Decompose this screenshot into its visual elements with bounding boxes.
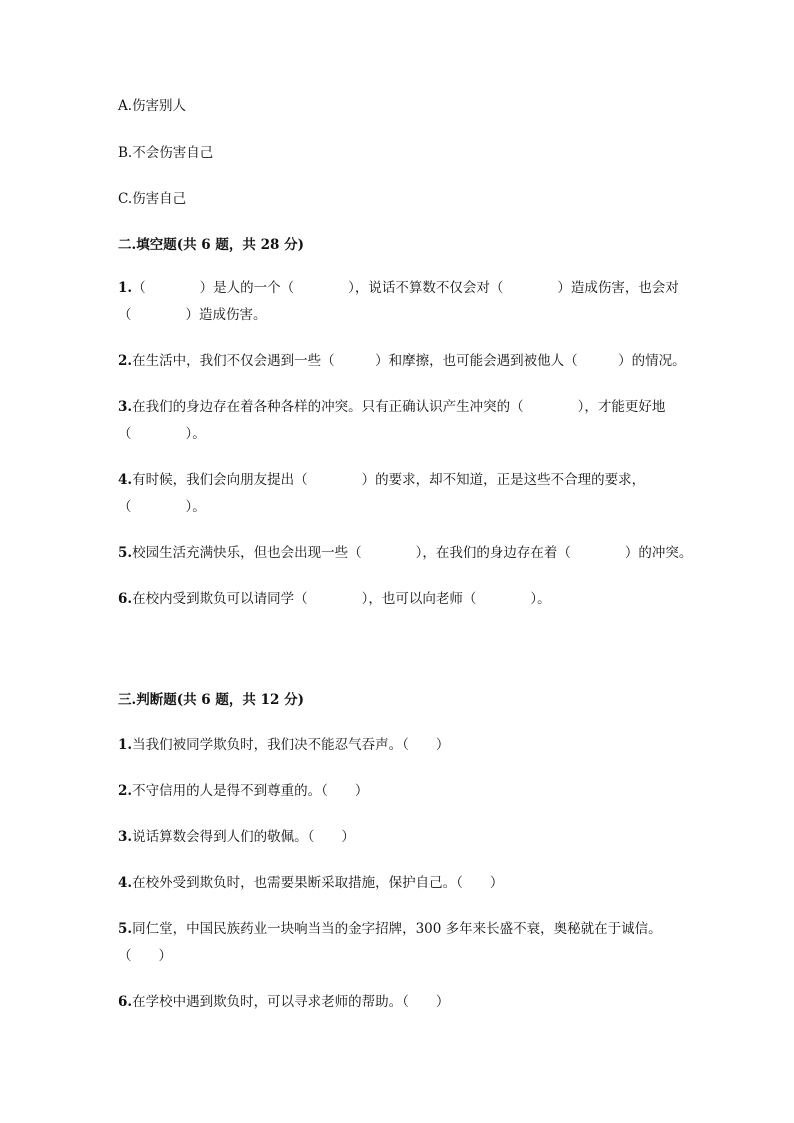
- question-text: 说话算数会得到人们的敬佩。（ ）: [132, 829, 355, 845]
- question-text: 在校内受到欺负可以请同学（ ），也可以向老师（ ）。: [132, 591, 551, 607]
- section-heading-fill-in: 二.填空题(共 6 题，共 28 分): [118, 237, 304, 253]
- question-item: [118, 916, 693, 970]
- option-a: A.伤害别人: [118, 98, 187, 114]
- question-number: 1.: [118, 280, 133, 296]
- question-item: [118, 870, 693, 897]
- question-number: 1.: [118, 737, 133, 753]
- question-text: 在我们的身边存在着各种各样的冲突。只有正确认识产生冲突的（ ），才能更好地（ ）。: [118, 399, 666, 442]
- question-item: [118, 989, 693, 1016]
- true-false-questions: [118, 732, 693, 1035]
- question-number: 4.: [118, 875, 133, 891]
- question-number: 5.: [118, 921, 133, 937]
- question-number: 2.: [118, 783, 133, 799]
- question-item: [118, 467, 693, 521]
- question-text: 在生活中，我们不仅会遇到一些（ ）和摩擦，也可能会遇到被他人（ ）的情况。: [132, 353, 686, 369]
- question-number: 2.: [118, 353, 133, 369]
- question-number: 6.: [118, 591, 133, 607]
- question-text: 在校外受到欺负时，也需要果断采取措施，保护自己。（ ）: [132, 875, 504, 891]
- fill-in-questions: [118, 275, 693, 632]
- question-item: [118, 540, 693, 567]
- question-item: [118, 778, 693, 805]
- question-number: 3.: [118, 399, 133, 415]
- question-item: [118, 824, 693, 851]
- question-item: [118, 348, 693, 375]
- answer-options: [118, 96, 213, 236]
- section-heading-true-false: 三.判断题(共 6 题，共 12 分): [118, 692, 304, 708]
- option-b: B.不会伤害自己: [118, 144, 214, 161]
- question-text: 在学校中遇到欺负时，可以寻求老师的帮助。（ ）: [132, 994, 450, 1010]
- question-text: 校园生活充满快乐，但也会出现一些（ ），在我们的身边存在着（ ）的冲突。: [132, 545, 693, 561]
- question-text: 当我们被同学欺负时，我们决不能忍气吞声。（ ）: [132, 737, 450, 753]
- option-c: C.伤害自己: [118, 191, 187, 207]
- question-number: 3.: [118, 829, 133, 845]
- question-text: 同仁堂，中国民族药业一块响当当的金字招牌，300 多年来长盛不衰，奥秘就在于诚信。（ ）: [118, 921, 662, 964]
- question-item: [118, 586, 693, 613]
- question-number: 5.: [118, 545, 133, 561]
- question-item: [118, 394, 693, 448]
- question-item: [118, 275, 693, 329]
- question-text: 有时候，我们会向朋友提出（ ）的要求，却不知道，正是这些不合理的要求，（ ）。: [118, 472, 646, 515]
- question-text: 不守信用的人是得不到尊重的。（ ）: [132, 783, 369, 799]
- question-text: （ ）是人的一个（ ），说话不算数不仅会对（ ）造成伤害，也会对（ ）造成伤害。: [118, 280, 679, 323]
- question-number: 4.: [118, 472, 133, 488]
- question-item: [118, 732, 693, 759]
- question-number: 6.: [118, 994, 133, 1010]
